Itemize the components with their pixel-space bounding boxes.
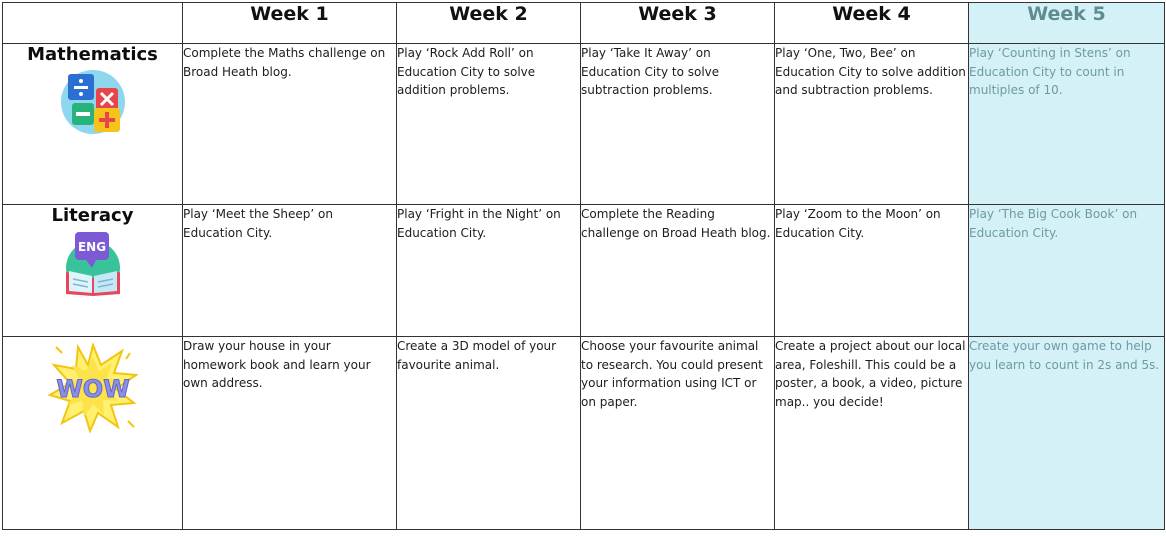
wow-week-5-task: Create your own game to help you learn to count in 2s and 5s. <box>969 337 1165 530</box>
wow-subject-cell <box>3 337 183 530</box>
svg-text:WOW: WOW <box>55 375 130 403</box>
mathematics-week-4-task: Play ‘One, Two, Bee’ on Education City to solve addition and subtraction problems. <box>775 44 969 205</box>
mathematics-row <box>3 44 1165 205</box>
mathematics-week-1-task: Complete the Maths challenge on Broad Heath blog. <box>183 44 397 205</box>
homework-grid <box>2 2 1165 530</box>
literacy-subject-cell <box>3 205 183 337</box>
literacy-week-4-task: Play ‘Zoom to the Moon’ on Education City. <box>775 205 969 337</box>
mathematics-week-5-task: Play ‘Counting in Stens’ on Education City to count in multiples of 10. <box>969 44 1165 205</box>
week-2-header: Week 2 <box>397 3 581 44</box>
literacy-week-2-task: Play ‘Fright in the Night’ on Education City. <box>397 205 581 337</box>
math-operations-icon <box>60 69 126 135</box>
corner-cell <box>3 3 183 44</box>
eng-book-icon <box>60 230 126 296</box>
literacy-row <box>3 205 1165 337</box>
wow-week-3-task: Choose your favourite animal to research. You could present your information using ICT or on paper. <box>581 337 775 530</box>
svg-text:ENG: ENG <box>77 240 106 254</box>
week-1-header: Week 1 <box>183 3 397 44</box>
literacy-label: Literacy <box>51 205 134 226</box>
literacy-week-3-task: Complete the Reading challenge on Broad Heath blog. <box>581 205 775 337</box>
week-3-header: Week 3 <box>581 3 775 44</box>
mathematics-week-3-task: Play ‘Take It Away’ on Education City to solve subtraction problems. <box>581 44 775 205</box>
wow-week-1-task: Draw your house in your homework book and learn your own address. <box>183 337 397 530</box>
wow-burst-icon <box>48 341 138 433</box>
mathematics-week-2-task: Play ‘Rock Add Roll’ on Education City to solve addition problems. <box>397 44 581 205</box>
week-5-header: Week 5 <box>969 3 1165 44</box>
literacy-week-1-task: Play ‘Meet the Sheep’ on Education City. <box>183 205 397 337</box>
wow-row <box>3 337 1165 530</box>
week-4-header: Week 4 <box>775 3 969 44</box>
wow-week-4-task: Create a project about our local area, Foleshill. This could be a poster, a book, a video, picture map.. you decide! <box>775 337 969 530</box>
header-row <box>3 3 1165 44</box>
mathematics-subject-cell <box>3 44 183 205</box>
literacy-week-5-task: Play ‘The Big Cook Book’ on Education City. <box>969 205 1165 337</box>
wow-week-2-task: Create a 3D model of your favourite animal. <box>397 337 581 530</box>
mathematics-label: Mathematics <box>27 44 158 65</box>
